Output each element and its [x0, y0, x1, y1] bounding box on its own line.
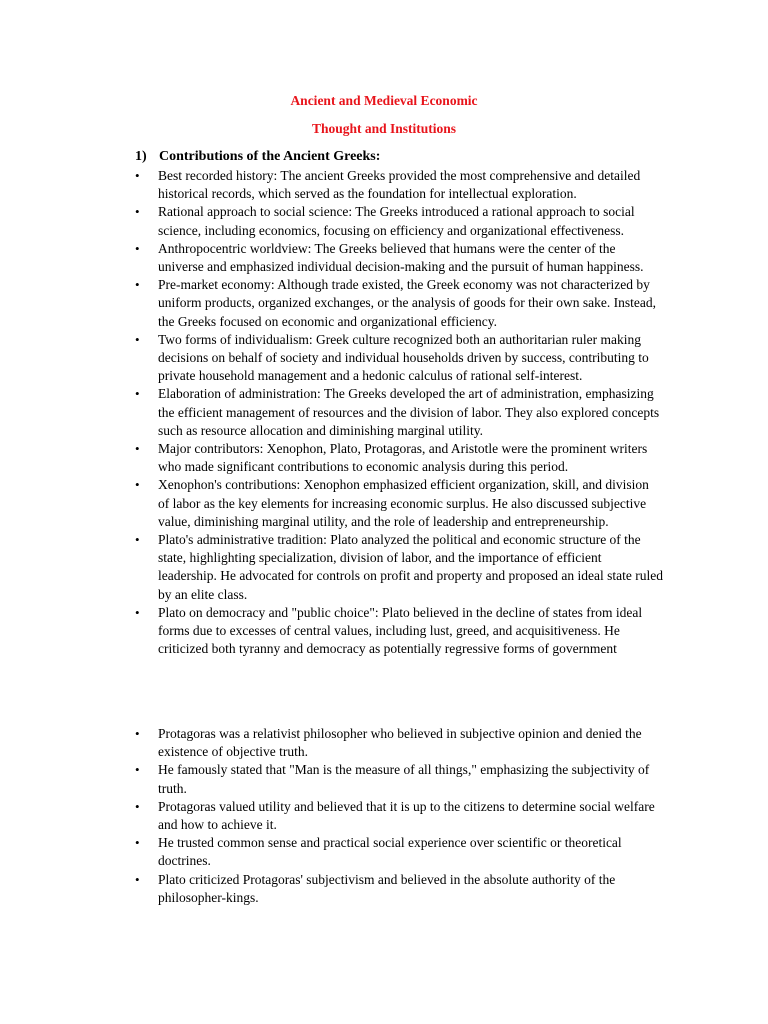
list-item	[133, 834, 663, 870]
list-item-text: Elaboration of administration: The Greeks developed the art of administration, emphasizing the efficient management of resources and the division of labor. They also explored concepts such as resource allocation and diminishing marginal utility.	[158, 386, 660, 438]
list-item-text: Best recorded history: The ancient Greeks provided the most comprehensive and detailed historical records, which served as the foundation for intellectual exploration.	[158, 168, 641, 202]
list-item	[133, 385, 663, 440]
section-heading	[135, 148, 380, 166]
list-item-text: Anthropocentric worldview: The Greeks believed that humans were the center of the universe and emphasized individual decision-making and the pursuit of human happiness.	[158, 240, 644, 275]
list-item	[133, 203, 663, 239]
bullet-icon: •	[135, 726, 140, 741]
bullet-list-protagoras	[133, 725, 663, 907]
list-item	[133, 871, 663, 907]
list-item-text: He trusted common sense and practical social experience over scientific or theoretical doctrines.	[158, 835, 622, 869]
list-item-text: Protagoras was a relativist philosopher who believed in subjective opinion and denied the existence of objective truth.	[158, 726, 642, 760]
list-item	[133, 331, 663, 386]
bullet-icon: •	[135, 386, 140, 402]
list-item	[133, 476, 663, 531]
list-item-text: Protagoras valued utility and believed that it is up to the citizens to determine social welfare and how to achieve it.	[158, 798, 655, 833]
list-item	[133, 761, 663, 797]
bullet-icon: •	[135, 441, 140, 457]
bullet-icon: •	[135, 240, 140, 256]
bullet-icon: •	[135, 798, 140, 814]
bullet-icon: •	[135, 871, 140, 887]
list-item	[133, 276, 663, 331]
section-heading-text: Contributions of the Ancient Greeks:	[159, 149, 381, 164]
list-item	[133, 440, 663, 476]
list-item-text: Plato criticized Protagoras' subjectivism and believed in the absolute authority of the philosopher-kings.	[158, 871, 616, 905]
bullet-icon: •	[135, 532, 140, 548]
list-item	[133, 240, 663, 276]
section-number: 1)	[135, 149, 147, 164]
bullet-icon: •	[135, 477, 140, 493]
list-item	[133, 531, 663, 604]
list-item-text: Two forms of individualism: Greek culture recognized both an authoritarian ruler making decisions on behalf of society and individual households driven by success, contributing to private household management and a hedonic calculus of rational self-interest.	[158, 331, 649, 384]
bullet-icon: •	[135, 277, 140, 293]
bullet-icon: •	[135, 168, 140, 183]
list-item-text: Plato's administrative tradition: Plato analyzed the political and economic structure of the state, highlighting specialization, division of labor, and the importance of efficient leadership. He advocated for controls on profit and property and proposed an ideal state ruled by an elite class.	[158, 532, 663, 602]
list-item-text: Xenophon's contributions: Xenophon emphasized efficient organization, skill, and division of labor as the key elements for increasing economic surplus. He also discussed subjective value, diminishing marginal utility, and the role of leadership and entrepreneurship.	[158, 477, 649, 529]
bullet-icon: •	[135, 331, 140, 347]
list-item-text: Rational approach to social science: The Greeks introduced a rational approach to social science, including economics, focusing on efficiency and organizational effectiveness.	[158, 204, 635, 238]
list-item-text: Major contributors: Xenophon, Plato, Protagoras, and Aristotle were the prominent writers who made significant contributions to economic analysis during this period.	[158, 441, 648, 475]
bullet-icon: •	[135, 835, 140, 851]
bullet-icon: •	[135, 604, 140, 620]
document-title-line-1: Ancient and Medieval Economic	[290, 93, 478, 108]
bullet-icon: •	[135, 762, 140, 778]
list-item	[133, 167, 663, 203]
document-title-line-2: Thought and Institutions	[311, 121, 457, 136]
bullet-icon: •	[135, 204, 140, 220]
bullet-list-greek-contributions	[133, 167, 663, 658]
list-item	[133, 798, 663, 834]
list-item	[133, 725, 663, 761]
list-item-text: He famously stated that "Man is the measure of all things," emphasizing the subjectivity of truth.	[158, 762, 650, 796]
list-item-text: Plato on democracy and "public choice": Plato believed in the decline of states from ideal forms due to excesses of central values, including lust, greed, and acquisitiveness. He criticized both tyranny and democracy as potentially regressive forms of government	[158, 604, 643, 657]
list-item-text: Pre-market economy: Although trade existed, the Greek economy was not characterized by uniform products, organized exchanges, or the analysis of goods for their own sake. Instead, the Greeks focused on economic and organizational efficiency.	[158, 277, 656, 329]
list-item	[133, 604, 663, 659]
